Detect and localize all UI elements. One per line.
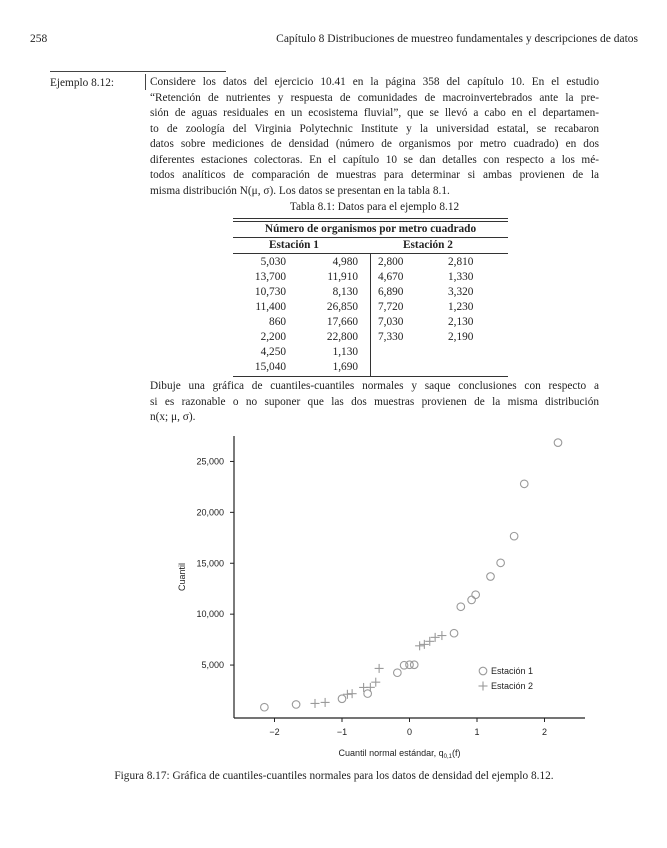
- table-cell: 26,850: [326, 301, 358, 313]
- station2-point: [415, 641, 424, 650]
- table-cell: 7,330: [378, 331, 404, 343]
- example-paragraph: [150, 75, 599, 199]
- table-cell: 2,190: [448, 331, 474, 343]
- paragraph-line: todos analíticos de comparación de muestras para determinar si ambas provienen de la: [150, 169, 599, 181]
- table-cell: 8,130: [332, 286, 358, 298]
- table-cell: 2,800: [378, 256, 404, 268]
- question-paragraph: [150, 379, 599, 426]
- station1-header: Estación 1: [269, 239, 319, 251]
- station2-point: [321, 698, 330, 707]
- figure-caption: Figura 8.17: Gráfica de cuantiles-cuantiles normales para los datos de densidad del ejemplo 8.12.: [114, 770, 554, 782]
- table-cell: 2,810: [448, 256, 474, 268]
- table-cell: 6,890: [378, 286, 404, 298]
- x-axis-label: Cuantil normal estándar, $q_{0,1}(f)$: [338, 748, 461, 760]
- legend-marker-station2: [479, 682, 488, 691]
- plot-legend: [479, 666, 534, 691]
- plot-axes: [177, 436, 585, 760]
- station1-point: [497, 559, 505, 567]
- station2-point: [375, 664, 384, 673]
- table-cell: 860: [269, 316, 286, 328]
- station2-point: [348, 689, 357, 698]
- x-tick-label: 2: [541, 727, 548, 737]
- table-cell: 5,030: [260, 256, 286, 268]
- paragraph-line: misma distribución N(μ, σ). Los datos se presentan en la tabla 8.1.: [150, 184, 450, 197]
- paragraph-line: “Retención de nutrientes y respuesta de comunidades de macroinvertebrados ante la pre-: [150, 91, 599, 104]
- station1-point: [292, 701, 300, 709]
- x-tick-label: 0: [406, 727, 413, 737]
- running-title: Capítulo 8 Distribuciones de muestreo fundamentales y descripciones de datos: [276, 33, 638, 45]
- table-cell: 2,130: [448, 316, 474, 328]
- station1-point: [487, 573, 495, 581]
- legend-label: Estación 2: [491, 681, 534, 691]
- station1-point: [394, 669, 402, 677]
- y-tick-label: 25,000: [196, 456, 224, 467]
- paragraph-line: Considere los datos del ejercicio 10.41 en la página 358 del capítulo 10. En el estudio: [150, 76, 599, 88]
- paragraph-line: sión de aguas residuales en un ecosistema fluvial”, que se llevó a cabo en el departamen-: [150, 107, 599, 119]
- station2-point: [437, 631, 446, 640]
- station1-point: [472, 591, 480, 599]
- table-caption: Tabla 8.1: Datos para el ejemplo 8.12: [289, 201, 460, 213]
- example-top-rule: [50, 71, 226, 72]
- qq-plot: [150, 430, 600, 760]
- x-tick-label: 1: [474, 727, 480, 737]
- station1-point: [554, 439, 562, 447]
- table-row: [233, 300, 508, 315]
- table-cell: 7,720: [378, 301, 404, 313]
- table-bottom-rule: [233, 376, 508, 377]
- paragraph-line: to de zoología del Virginia Polytechnic Institute y la universidad estatal, se recabaron: [150, 122, 599, 135]
- table-cell: 13,700: [254, 271, 286, 283]
- y-tick-label: 5,000: [201, 660, 224, 671]
- legend-marker-station1: [479, 667, 487, 675]
- table-cell: 15,040: [254, 361, 286, 373]
- station2-point: [431, 633, 440, 642]
- y-tick-label: 20,000: [196, 507, 224, 518]
- station1-point: [410, 661, 418, 669]
- y-tick-label: 15,000: [196, 558, 224, 569]
- y-tick-label: 10,000: [196, 609, 224, 620]
- y-axis-label: Cuantil: [177, 562, 187, 592]
- table-row: [233, 285, 508, 300]
- table-cell: 4,250: [260, 346, 286, 358]
- table-subheader: [233, 237, 508, 253]
- station1-point: [520, 480, 528, 488]
- table-cell: 3,320: [448, 286, 474, 298]
- data-table: [233, 218, 508, 377]
- paragraph-line: datos sobre mediciones de densidad (número de organismos por metro cuadrado) en dos: [150, 138, 599, 150]
- x-tick-label: −1: [336, 727, 348, 737]
- station2-point: [371, 678, 380, 687]
- table-cell: 22,800: [326, 331, 358, 343]
- paragraph-line: diferentes estaciones colectoras. En el capítulo 10 se dan detalles con respecto a los mé-: [150, 153, 599, 166]
- station2-header: Estación 2: [403, 239, 453, 251]
- table-row: [233, 270, 508, 285]
- example-label: Ejemplo 8.12:: [50, 77, 115, 89]
- table-cell: 11,910: [327, 271, 358, 283]
- page-number: 258: [30, 33, 48, 45]
- table-cell: 11,400: [255, 301, 286, 313]
- table-row: [233, 315, 508, 330]
- table-header: Número de organismos por metro cuadrado: [264, 223, 477, 235]
- station1-point: [338, 695, 346, 703]
- example-bar: [145, 74, 146, 90]
- x-tick-label: −2: [269, 727, 280, 737]
- table-row: [233, 255, 508, 270]
- table-cell: 1,230: [448, 301, 474, 313]
- table-cell: 17,660: [326, 316, 358, 328]
- station2-point: [311, 699, 320, 708]
- table-row: [233, 360, 508, 375]
- table-cell: 7,030: [378, 316, 404, 328]
- table-cell: 1,330: [448, 271, 474, 283]
- station1-point: [261, 703, 269, 711]
- question-line: Dibuje una gráfica de cuantiles-cuantiles normales y saque conclusiones con respecto a: [150, 380, 599, 392]
- station2-point: [366, 683, 375, 692]
- question-line: si es razonable o no suponer que las dos muestras provienen de la misma distribución: [150, 395, 599, 408]
- table-row: [233, 330, 508, 345]
- legend-label: Estación 1: [491, 666, 534, 676]
- station1-point: [510, 532, 518, 540]
- table-body: [233, 253, 508, 376]
- table-cell: 4,980: [332, 256, 358, 268]
- question-line: n(x; μ, σ).: [150, 411, 196, 423]
- station1-point: [457, 603, 465, 611]
- running-header: [30, 33, 638, 49]
- table-cell: 2,200: [260, 331, 286, 343]
- table-cell: 1,130: [332, 346, 358, 358]
- station1-point: [450, 629, 458, 637]
- table-cell: 1,690: [332, 361, 358, 373]
- table-cell: 10,730: [254, 286, 286, 298]
- station1-point: [468, 596, 476, 604]
- table-cell: 4,670: [378, 271, 404, 283]
- station2-point: [343, 690, 352, 699]
- table-row: [233, 345, 508, 360]
